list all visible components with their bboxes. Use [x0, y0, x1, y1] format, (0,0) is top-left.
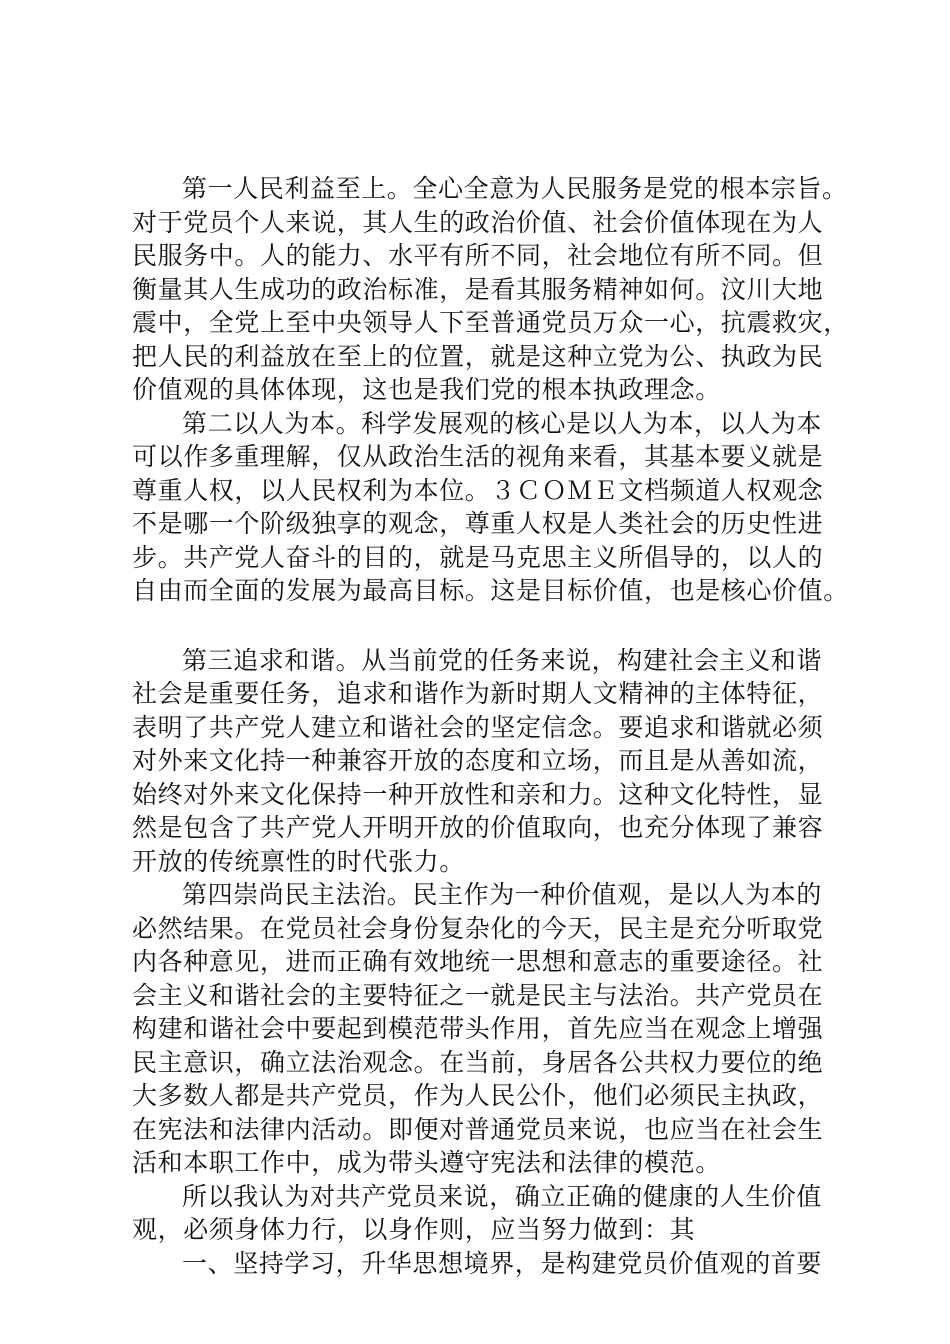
text-line: 社会是重要任务，追求和谐作为新时期人文精神的主体特征，: [132, 679, 824, 708]
text-line: 尊重人权，以人民权利为本位。３ＣＯＭＥ文档频道人权观念: [132, 475, 824, 505]
text-line: 第一人民利益至上。全心全意为人民服务是党的根本宗旨。: [182, 174, 848, 203]
text-line: 第四崇尚民主法治。民主作为一种价值观，是以人为本的: [182, 880, 823, 909]
text-line: 在宪法和法律内活动。即便对普通党员来说，也应当在社会生: [132, 1114, 824, 1144]
text-line: 对外来文化持一种兼容开放的态度和立场，而且是从善如流，: [132, 746, 824, 775]
document-body: [132, 172, 852, 1280]
text-line: 民服务中。人的能力、水平有所不同，社会地位有所不同。但: [132, 241, 824, 270]
paragraph-4: [132, 878, 852, 1180]
text-line: 一、坚持学习，升华思想境界，是构建党员价值观的首要: [182, 1248, 823, 1278]
text-line: 可以作多重理解，仅从政治生活的视角来看，其基本要义就是: [132, 442, 824, 471]
text-line: 会主义和谐社会的主要特征之一就是民主与法治。共产党员在: [132, 980, 824, 1010]
text-line: 对于党员个人来说，其人生的政治价值、社会价值体现在为人: [132, 207, 824, 237]
text-line: 大多数人都是共产党员，作为人民公仆，他们必须民主执政，: [132, 1081, 824, 1110]
text-line: 衡量其人生成功的政治标准，是看其服务精神如何。汶川大地: [132, 274, 824, 304]
text-line: 步。共产党人奋斗的目的，就是马克思主义所倡导的，以人的: [132, 542, 824, 572]
text-line: 自由而全面的发展为最高目标。这是目标价值，也是核心价值。: [132, 576, 849, 605]
text-line: 然是包含了共产党人开明开放的价值取向，也充分体现了兼容: [132, 813, 824, 842]
text-line: 把人民的利益放在至上的位置，就是这种立党为公、执政为民: [132, 341, 824, 371]
text-line: 活和本职工作中，成为带头遵守宪法和法律的模范。: [132, 1148, 721, 1177]
paragraph-1: [132, 172, 852, 407]
text-line: 民主意识，确立法治观念。在当前，身居各公共权力要位的绝: [132, 1047, 824, 1077]
text-line: 构建和谐社会中要起到模范带头作用，首先应当在观念上增强: [132, 1014, 824, 1043]
paragraph-3: [132, 644, 852, 879]
text-line: 所以我认为对共产党员来说，确立正确的健康的人生价值: [182, 1181, 823, 1211]
text-line: 始终对外来文化保持一种开放性和亲和力。这种文化特性，显: [132, 779, 824, 809]
paragraph-gap: [132, 608, 852, 644]
paragraph-5: [132, 1180, 852, 1247]
text-line: 不是哪一个阶级独享的观念，尊重人权是人类社会的历史性进: [132, 509, 824, 538]
text-line: 价值观的具体体现，这也是我们党的根本执政理念。: [132, 375, 721, 404]
text-line: 必然结果。在党员社会身份复杂化的今天，民主是充分听取党: [132, 913, 824, 943]
text-line: 观，必须身体力行，以身作则，应当努力做到：其: [132, 1215, 696, 1244]
text-line: 内各种意见，进而正确有效地统一思想和意志的重要途径。社: [132, 947, 824, 976]
paragraph-6: [132, 1247, 852, 1281]
text-line: 震中，全党上至中央领导人下至普通党员万众一心，抗震救灾，: [132, 308, 849, 337]
paragraph-2: [132, 407, 852, 608]
text-line: 第三追求和谐。从当前党的任务来说，构建社会主义和谐: [182, 645, 823, 675]
text-line: 开放的传统禀性的时代张力。: [132, 846, 465, 876]
text-line: 第二以人为本。科学发展观的核心是以人为本，以人为本: [182, 408, 823, 438]
text-line: 表明了共产党人建立和谐社会的坚定信念。要追求和谐就必须: [132, 712, 824, 742]
